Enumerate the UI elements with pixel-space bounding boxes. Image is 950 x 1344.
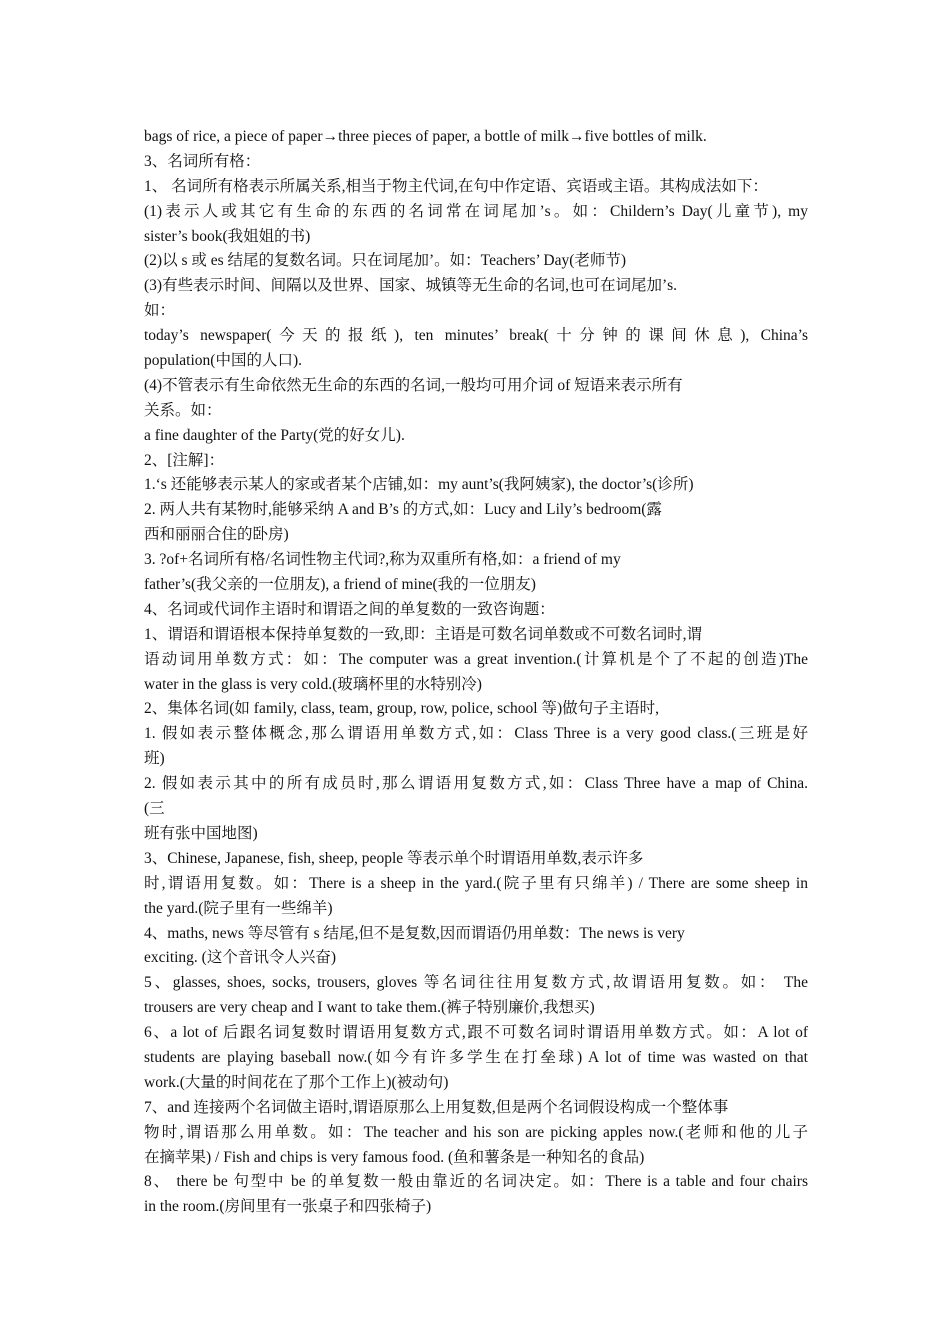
- section-heading: 4、名词或代词作主语时和谓语之间的单复数的一致咨询题：: [144, 600, 555, 618]
- text-line: 时,谓语用复数。如：There is a sheep in the yard.(院子里有只绵羊) / There are some sheep in: [144, 874, 808, 892]
- text-line: 班有张中国地图): [144, 824, 258, 842]
- section-heading: 2、[注解]：: [144, 451, 225, 469]
- text-line: (2)以 s 或 es 结尾的复数名词。只在词尾加’。如：Teachers’ Day(老师节): [144, 252, 627, 270]
- text-line: population(中国的人口).: [144, 352, 302, 370]
- text-line: 4、maths, news 等尽管有 s 结尾,但不是复数,因而谓语仍用单数：The news is very: [144, 924, 685, 942]
- text-line: 1、谓语和谓语根本保持单复数的一致,即：主语是可数名词单数或不可数名词时,谓: [144, 625, 703, 643]
- text-line: in the room.(房间里有一张桌子和四张椅子): [144, 1198, 432, 1216]
- text-line: exciting. (这个音讯令人兴奋): [144, 949, 337, 967]
- text-line: (4)不管表示有生命依然无生命的东西的名词,一般均可用介词 of 短语来表示所有: [144, 376, 683, 394]
- document-body: [144, 125, 812, 1220]
- text-line: 1、 名词所有格表示所属关系,相当于物主代词,在句中作定语、宾语或主语。其构成法如下：: [144, 177, 768, 195]
- text-line: 语动词用单数方式：如：The computer was a great invention.(计算机是个了不起的创造)The: [144, 650, 808, 668]
- text-line: the yard.(院子里有一些绵羊): [144, 899, 333, 917]
- text-line: (1)表示人或其它有生命的东西的名词常在词尾加’s。如：Childern’s Day(儿童节), my: [144, 202, 808, 220]
- section-heading: 3、名词所有格：: [144, 152, 261, 170]
- text-line: students are playing baseball now.(如今有许多学生在打垒球) A lot of time was wasted on that: [144, 1048, 808, 1066]
- text-line: 关系。如：: [144, 401, 222, 419]
- text-line: (3)有些表示时间、间隔以及世界、国家、城镇等无生命的名词,也可在词尾加’s.: [144, 277, 678, 295]
- text-line: 3、Chinese, Japanese, fish, sheep, people 等表示单个时谓语用单数,表示许多: [144, 849, 644, 867]
- text-line: 1.‘s 还能够表示某人的家或者某个店铺,如：my aunt’s(我阿姨家), the doctor’s(诊所): [144, 476, 694, 494]
- text-line: water in the glass is very cold.(玻璃杯里的水特别冷): [144, 675, 482, 693]
- text-line: 2. 两人共有某物时,能够采纳 A and B’s 的方式,如：Lucy and Lily’s bedroom(露: [144, 501, 662, 519]
- text-line: 5、glasses, shoes, socks, trousers, gloves 等名词往往用复数方式,故谓语用复数。如： The: [144, 974, 808, 992]
- text-line: bags of rice, a piece of paper→three pieces of paper, a bottle of milk→five bottles of milk.: [144, 128, 707, 145]
- text-line: 1. 假如表示整体概念,那么谓语用单数方式,如：Class Three is a very good class.(三班是好: [144, 725, 808, 743]
- text-line: 在摘苹果) / Fish and chips is very famous food. (鱼和薯条是一种知名的食品): [144, 1148, 645, 1166]
- text-line: 2、集体名词(如 family, class, team, group, row, police, school 等)做句子主语时,: [144, 700, 660, 718]
- text-line: father’s(我父亲的一位朋友), a friend of mine(我的一位朋友): [144, 576, 536, 594]
- text-line: 西和丽丽合住的卧房): [144, 526, 289, 544]
- text-line: trousers are very cheap and I want to take them.(裤子特别廉价,我想买): [144, 999, 595, 1017]
- text-line: (三: [144, 800, 165, 818]
- text-line: today’s newspaper(今天的报纸), ten minutes’ break(十分钟的课间休息), China’s: [144, 327, 808, 345]
- text-line: 如：: [144, 302, 176, 320]
- text-line: a fine daughter of the Party(党的好女儿).: [144, 426, 405, 444]
- text-line: sister’s book(我姐姐的书): [144, 227, 311, 245]
- text-line: work.(大量的时间花在了那个工作上)(被动句): [144, 1073, 449, 1091]
- text-line: 8、 there be 句型中 be 的单复数一般由靠近的名词决定。如：There is a table and four chairs: [144, 1173, 808, 1191]
- text-line: 3. ?of+名词所有格/名词性物主代词?,称为双重所有格,如：a friend of my: [144, 551, 621, 569]
- text-line: 6、a lot of 后跟名词复数时谓语用复数方式,跟不可数名词时谓语用单数方式。如：A lot of: [144, 1024, 808, 1042]
- text-line: 班): [144, 750, 165, 768]
- text-line: 7、and 连接两个名词做主语时,谓语原那么上用复数,但是两个名词假设构成一个整体事: [144, 1098, 729, 1116]
- text-line: 2. 假如表示其中的所有成员时,那么谓语用复数方式,如：Class Three have a map of China.: [144, 775, 808, 793]
- text-line: 物时,谓语那么用单数。如：The teacher and his son are picking apples now.(老师和他的儿子: [144, 1123, 808, 1141]
